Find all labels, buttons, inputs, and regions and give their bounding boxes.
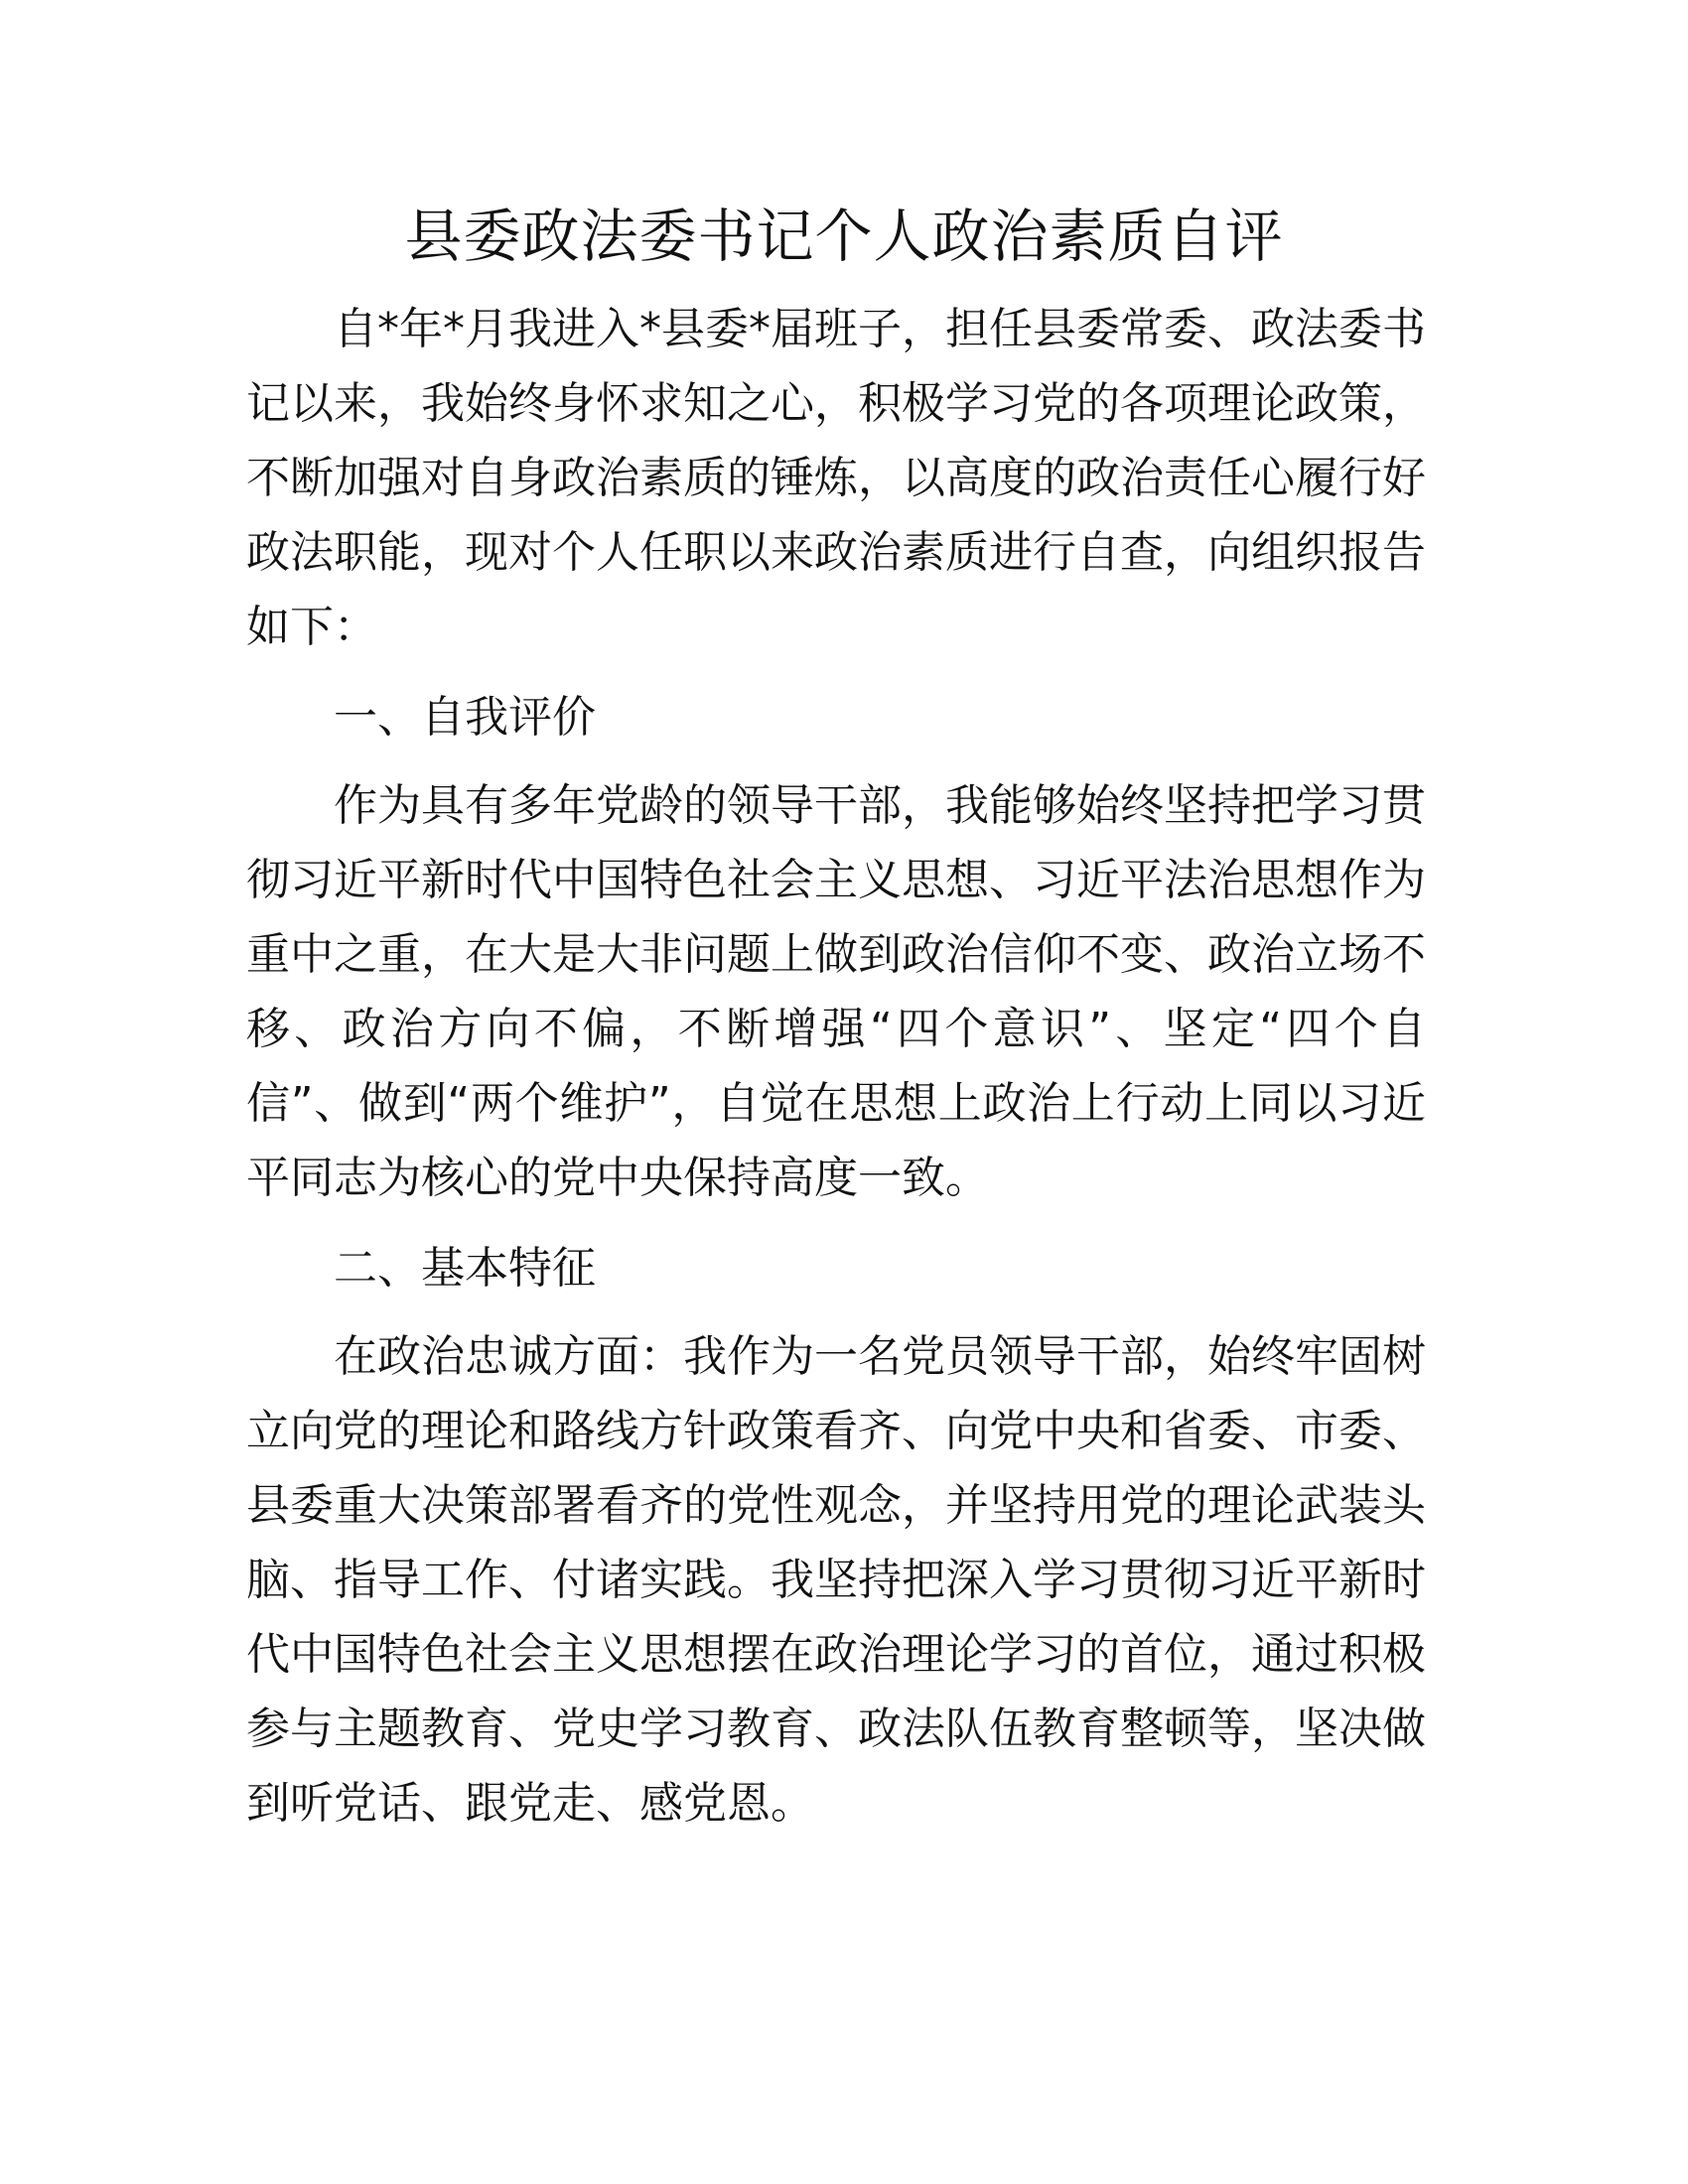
- section-heading-self-evaluation: 一、自我评价: [334, 692, 596, 743]
- intro-paragraph: 自*年*月我进入*县委*届班子，担任县委常委、政法委书记以来，我始终身怀求知之心，积极学习党的各项理论政策，不断加强对自身政治素质的锤炼，以高度的政治责任心履行好政法职能，现对个人任职以来政治素质进行自查，向组织报告如下：: [246, 304, 1426, 652]
- document-body: [246, 292, 1426, 1841]
- document-title: 县委政法委书记个人政治素质自评: [404, 203, 1284, 270]
- section-paragraph-self-evaluation: 作为具有多年党龄的领导干部，我能够始终坚持把学习贯彻习近平新时代中国特色社会主义思想、习近平法治思想作为重中之重，在大是大非问题上做到政治信仰不变、政治立场不移、政治方向不偏，不断增强“四个意识”、坚定“四个自信”、做到“两个维护”，自觉在思想上政治上行动上同以习近平同志为核心的党中央保持高度一致。: [246, 780, 1426, 1203]
- section-heading-basic-features: 二、基本特征: [334, 1243, 596, 1294]
- section-paragraph-basic-features: 在政治忠诚方面：我作为一名党员领导干部，始终牢固树立向党的理论和路线方针政策看齐、向党中央和省委、市委、县委重大决策部署看齐的党性观念，并坚持用党的理论武装头脑、指导工作、付诸实践。我坚持把深入学习贯彻习近平新时代中国特色社会主义思想摆在政治理论学习的首位，通过积极参与主题教育、党史学习教育、政法队伍教育整顿等，坚决做到听党话、跟党走、感党恩。: [246, 1331, 1426, 1829]
